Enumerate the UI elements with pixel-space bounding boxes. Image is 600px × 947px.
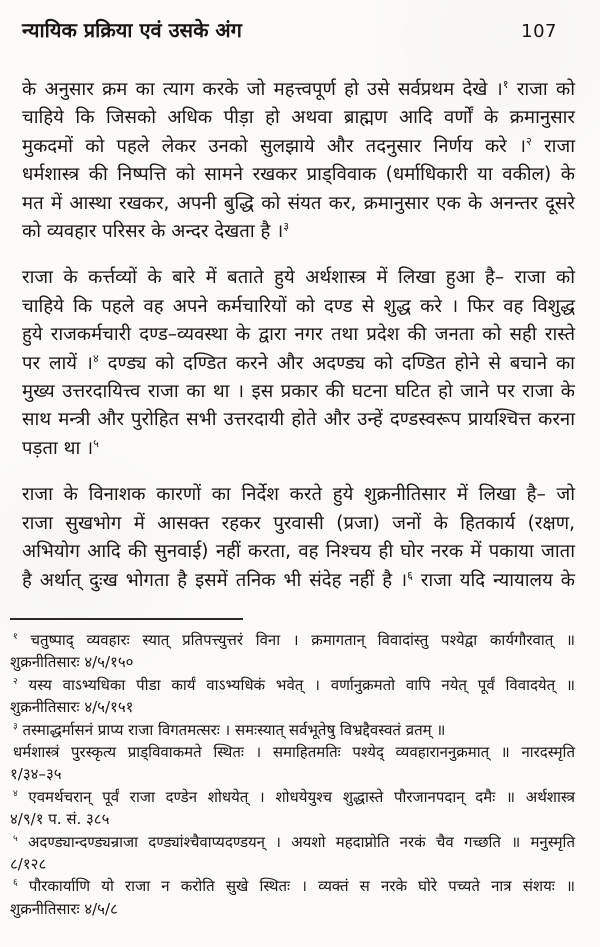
line-text: मत में आस्था रखकर, अपनी बुद्धि को संयत कर, क्रमानुसार एक के अनन्तर दूसरे — [22, 192, 575, 214]
line-text: पर लायें । — [22, 352, 93, 374]
text-line — [22, 350, 575, 378]
footnotes-section — [10, 629, 575, 920]
footnote — [10, 786, 575, 831]
text-line — [22, 133, 575, 161]
text-line — [22, 76, 575, 104]
page-title: न्यायिक प्रक्रिया एवं उसके अंग — [22, 18, 242, 42]
footnote-line — [10, 831, 575, 853]
line-text: धर्मशास्त्र की निष्पत्ति को सामने रखकर प्राड्विवाक (धर्माधिकारी या वकील) के — [22, 164, 575, 186]
line-text: चाहिये कि पहले वह अपने कर्मचारियों को दण्ड से शुद्ध करे । फिर वह विशुद्ध — [22, 295, 575, 317]
line-text: राजा सुखभोग में आसक्त रहकर पुरवासी (प्रजा) जनों के हितकार्य (रक्षण, — [22, 512, 575, 534]
footnote-marker: ६ — [13, 878, 18, 889]
footnote-source — [10, 898, 575, 920]
footnote — [10, 719, 575, 786]
footnote-text: शुक्रनीतिसारः ४/५/१५१ — [10, 698, 134, 717]
line-text: साथ मन्त्री और पुरोहित सभी उत्तरदायी होते और उन्हें दण्डस्वरूप प्रायश्चित्त करना — [22, 409, 575, 431]
footnote — [10, 629, 575, 674]
footnote — [10, 674, 575, 719]
footnote-marker: २ — [13, 676, 18, 687]
line-text: मुख्य उत्तरदायित्त्व राजा का था । इस प्रकार की घटना घटित हो जाने पर राजा के — [22, 381, 575, 403]
text-line — [22, 264, 575, 292]
footnote — [10, 831, 575, 876]
page-number: 107 — [521, 21, 557, 42]
footnote-line — [10, 741, 575, 763]
footnote-source — [10, 808, 575, 830]
text-line — [22, 161, 575, 189]
text-line — [22, 104, 575, 132]
line-text: राजा को — [508, 79, 576, 100]
footnote-source — [10, 763, 575, 785]
footnote-ref-mark: ३ — [283, 219, 289, 233]
footnote-source — [10, 696, 575, 718]
line-text: पड़ता था । — [22, 437, 94, 459]
line-text: को व्यवहार परिसर के अन्दर देखता है । — [22, 221, 284, 243]
footnote-line — [10, 674, 575, 696]
footnote-marker: ३ — [13, 721, 18, 732]
text-line — [22, 510, 575, 538]
footnote-source — [10, 651, 575, 673]
footnote-text: एवमर्थचरान् पूर्वं राजा दण्डेन शोधयेत् । शोधयेयुश्च शुद्धास्ते पौरजानपदान् दमैः ॥ अर्थशास्त्र — [28, 787, 575, 806]
footnote-text: अदण्ड्यान्दण्ड्यन्राजा दण्ड्यांश्चैवाप्यदण्डयन् । अयशो महदाप्नोति नरकं चैव गच्छति ॥ मनुस्मृति — [27, 832, 575, 851]
footnote-text: धर्मशास्त्रं पुरस्कृत्य प्राड्विवाकमते स्थितः । समाहितमतिः पश्येद् व्यवहाराननुक्रमात् ॥ नारदस्मृति — [13, 742, 575, 761]
footnote-marker: १ — [13, 631, 18, 642]
footnote-ref-mark: २ — [526, 134, 532, 148]
text-line — [22, 406, 575, 434]
footnote-line — [10, 875, 575, 897]
text-line — [22, 481, 575, 509]
line-text: है अर्थात् दुःख भोगता है इसमें तनिक भी संदेह नहीं है । — [22, 569, 408, 591]
text-line — [22, 321, 575, 349]
footnote — [10, 875, 575, 920]
paragraph — [22, 264, 575, 463]
footnote-source — [10, 853, 575, 875]
text-line — [22, 538, 575, 566]
text-line — [22, 218, 575, 246]
footnote-separator — [10, 618, 243, 620]
text-line — [22, 190, 575, 218]
page-header — [22, 16, 575, 43]
footnote-text: ८/१२८ — [10, 854, 47, 873]
line-text: राजा के कर्त्तव्यों के बारे में बताते हुये अर्थशास्त्र में लिखा हुआ है– राजा को — [22, 267, 575, 289]
footnote-ref-mark: १ — [502, 77, 509, 91]
line-text: के अनुसार क्रम का त्याग करके जो महत्त्वपूर्ण हो उसे सर्वप्रथम देखे । — [22, 79, 503, 100]
footnote-text: यस्य वाऽभ्यधिका पीडा कार्यं वाऽभ्यधिकं भवेत् । वर्णानुक्रमतो वापि नयेत् पूर्वं विवादयेत् ॥ — [28, 675, 575, 694]
text-line — [22, 378, 575, 406]
paragraph — [22, 76, 575, 246]
line-text: हुये राजकर्मचारी दण्ड–व्यवस्था के द्वारा नगर तथा प्रदेश की जनता को सही रास्ते — [22, 324, 575, 346]
footnote-line — [10, 629, 575, 651]
line-text: दण्ड्य को दण्डित करने और अदण्ड्य को दण्डित होने से बचाने का — [98, 352, 575, 374]
text-line — [22, 567, 575, 595]
footnote-ref-mark: ५ — [93, 436, 99, 450]
footnote-marker: ५ — [13, 833, 18, 844]
paragraph — [22, 481, 575, 595]
footnote-text: शुक्रनीतिसारः ४/५/१५० — [10, 653, 134, 672]
footnote-ref-mark: ६ — [407, 568, 413, 582]
line-text: अभियोग आदि की सुनवाई) नहीं करता, वह निश्चय ही घोर नरक में पकाया जाता — [22, 541, 575, 563]
footnote-text: ४/९/१ प. सं. ३८५ — [10, 810, 110, 829]
line-text: चाहिये कि जिसको अधिक पीड़ा हो अथवा ब्राह्मण आदि वर्णों के क्रमानुसार — [22, 107, 575, 129]
line-text: राजा के विनाशक कारणों का निर्देश करते हुये शुक्रनीतिसार में लिखा है– जो — [22, 484, 575, 506]
footnote-line — [10, 719, 575, 741]
text-line — [22, 293, 575, 321]
line-text: मुकदमों को पहले लेकर उनको सुलझाये और तदनुसार निर्णय करे । — [22, 135, 527, 157]
footnote-text: पौरकार्याणि यो राजा न करोति सुखे स्थितः । व्यक्तं स नरके घोरे पच्यते नात्र संशयः ॥ — [28, 877, 575, 896]
line-text: राजा यदि न्यायालय के — [412, 569, 575, 591]
footnote-text: १/३४–३५ — [10, 765, 62, 784]
footnote-text: चतुष्पाद् व्यवहारः स्यात् प्रतिपत्त्युत्तरं विना । क्रमागतान् विवादांस्तु पश्येद्वा कार्यगौरवात् ॥ — [30, 630, 575, 649]
footnote-text: शुक्रनीतिसारः ४/५/८ — [10, 899, 118, 918]
footnote-marker: ४ — [13, 788, 18, 799]
footnote-line — [10, 786, 575, 808]
text-line — [22, 435, 575, 463]
line-text: राजा — [531, 135, 575, 157]
footnote-ref-mark: ४ — [92, 351, 99, 365]
footnote-text: तस्माद्धर्मासनं प्राप्य राजा विगतमत्सरः । समःस्यात् सर्वभूतेषु विभ्रद्दैवस्वतं व्रतम् ॥ — [22, 720, 446, 739]
